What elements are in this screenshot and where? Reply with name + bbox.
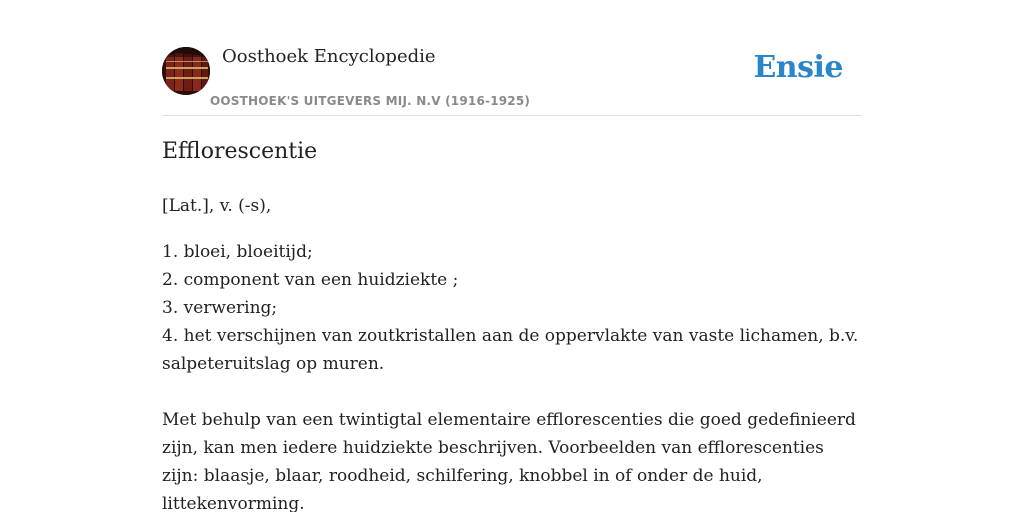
article-title: Efflorescentie <box>162 139 318 164</box>
article-paragraph: Met behulp van een twintigtal elementaire efflorescenties die goed gedefinieerd zijn, kan men iedere huidziekte beschrijven. Voorbeelden van efflorescenties zijn: blaasje, blaar, roodheid, schilfering, knobbel in of onder de huid, littekenvorming. <box>162 410 856 512</box>
meanings-list <box>162 238 862 378</box>
meaning-item: 2. component van een huidziekte ; <box>162 270 459 290</box>
article-body <box>162 192 862 512</box>
book-spines-icon[interactable] <box>162 47 210 95</box>
header <box>162 40 862 116</box>
source-name[interactable]: Oosthoek Encyclopedie <box>222 46 436 67</box>
meaning-item: 4. het verschijnen van zoutkristallen aan de oppervlakte van vaste lichamen, b.v. salpeteruitslag op muren. <box>162 326 859 374</box>
etymology: [Lat.], v. (-s), <box>162 196 272 216</box>
brand-logo[interactable]: Ensie <box>753 50 843 85</box>
meaning-item: 1. bloei, bloeitijd; <box>162 242 313 262</box>
meaning-item: 3. verwering; <box>162 298 278 318</box>
source-subtitle: OOSTHOEK'S UITGEVERS MIJ. N.V (1916-1925) <box>210 94 531 108</box>
